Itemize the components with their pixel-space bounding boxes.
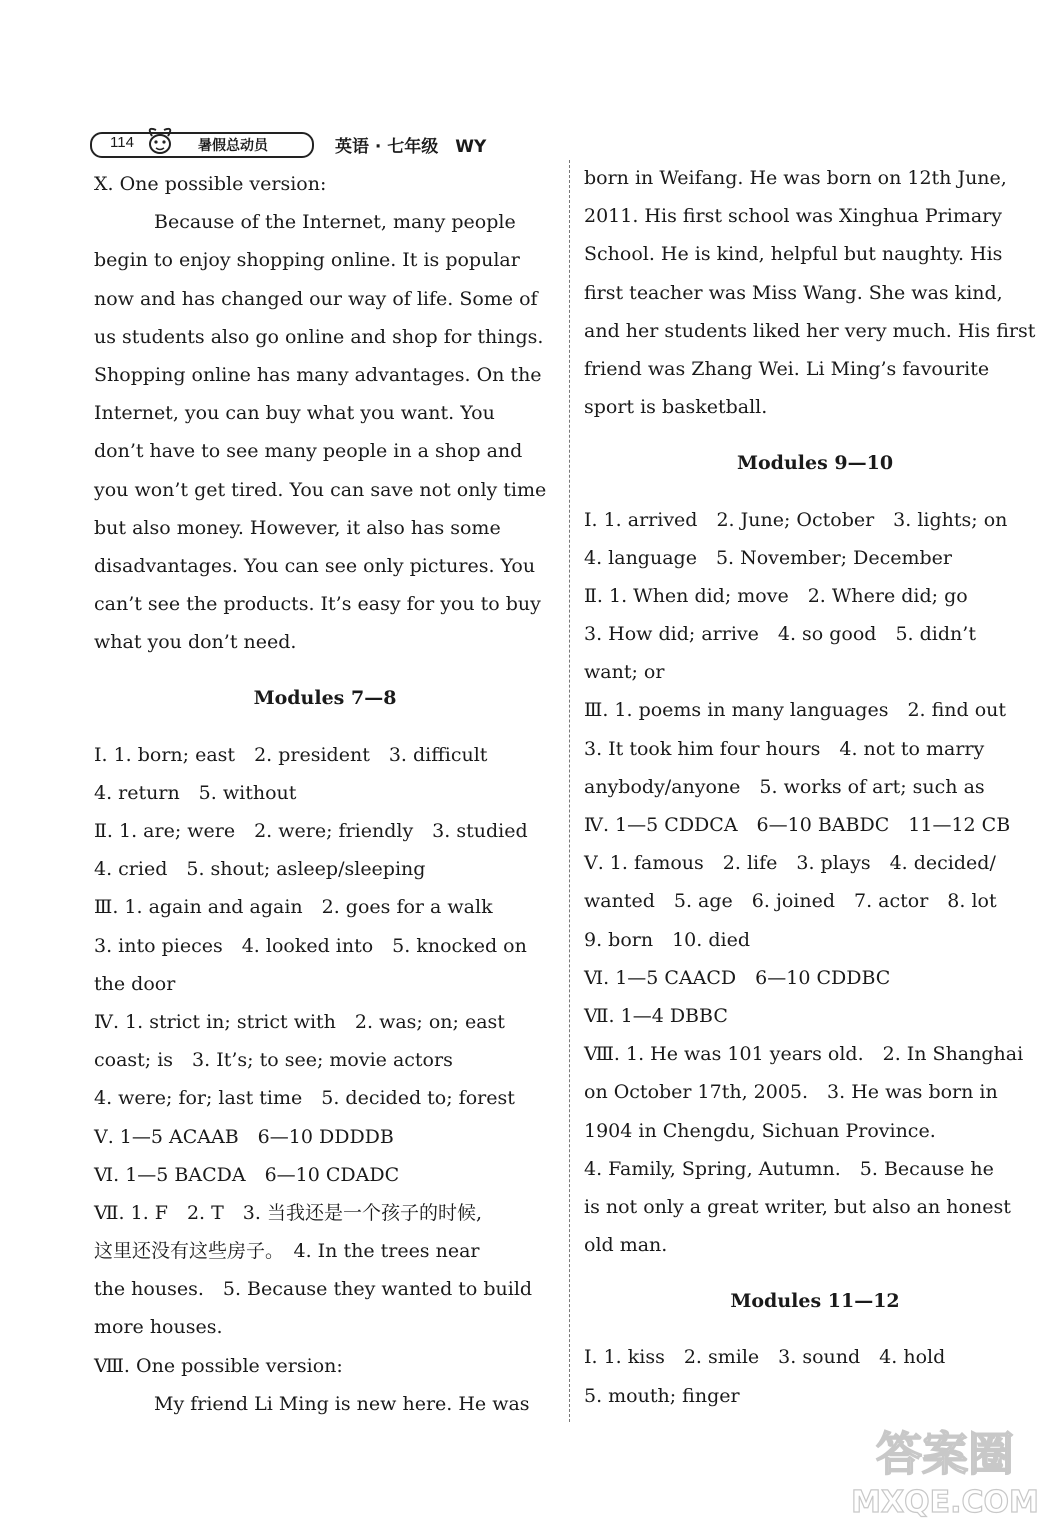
answer-line: 5. mouth; finger: [584, 1384, 740, 1407]
answer-line: Ⅰ. 1. arrived 2. June; October 3. lights; on: [584, 508, 1008, 531]
section-label: Ⅹ. One possible version:: [94, 173, 327, 195]
text-line: School. He is kind, helpful but naughty. His: [584, 243, 1003, 266]
answer-line: on October 17th, 2005. 3. He was born in: [584, 1081, 998, 1104]
text-line: but also money. However, it also has some: [94, 516, 501, 539]
answer-line: Ⅳ. 1—5 CDDCA 6—10 BABDC 11—12 CB: [584, 814, 1011, 836]
section-heading: Modules 7—8: [253, 687, 397, 710]
answer-line: 3. How did; arrive 4. so good 5. didn’t: [584, 623, 976, 646]
page-number: 114: [110, 134, 134, 151]
spacer: [584, 426, 1046, 444]
section-label: Ⅷ. One possible version:: [94, 1354, 343, 1377]
text-line: Because of the Internet, many people: [154, 211, 516, 234]
answer-line: Ⅲ. 1. again and again 2. goes for a walk: [94, 896, 493, 919]
subject-title: 英语 · 七年级 WY: [335, 137, 487, 157]
answer-line: the door: [94, 972, 176, 995]
series-title: 暑假总动员: [198, 138, 268, 154]
text-line: Internet, you can buy what you want. You: [94, 402, 495, 425]
text-line: us students also go online and shop for things.: [94, 325, 544, 348]
text-line: 2011. His first school was Xinghua Primary: [584, 205, 1002, 228]
answer-line: Ⅶ. 1. F 2. T 3. 当我还是一个孩子的时候,: [94, 1201, 482, 1224]
answer-line: the houses. 5. Because they wanted to build: [94, 1278, 533, 1301]
answer-line: Ⅴ. 1. famous 2. life 3. plays 4. decided/: [584, 852, 996, 875]
text-line: what you don’t need.: [94, 631, 297, 654]
answer-line: more houses.: [94, 1316, 223, 1339]
answer-line: 4. Family, Spring, Autumn. 5. Because he: [584, 1157, 994, 1180]
section-heading: Modules 11—12: [730, 1290, 900, 1313]
section-heading: Modules 9—10: [736, 452, 894, 475]
text-line: friend was Zhang Wei. Li Ming’s favourite: [584, 357, 990, 380]
answer-line: wanted 5. age 6. joined 7. actor 8. lot: [584, 890, 997, 913]
answer-line: Ⅵ. 1—5 BACDA 6—10 CDADC: [94, 1163, 400, 1186]
answer-line: 4. return 5. without: [94, 781, 297, 804]
text-line: and her students liked her very much. His first: [584, 319, 1036, 342]
watermark-url: MXQE.COM: [851, 1485, 1039, 1520]
column-divider: [569, 160, 570, 1422]
left-column: [94, 165, 556, 1423]
answer-line: anybody/anyone 5. works of art; such as: [584, 775, 985, 798]
text-line: begin to enjoy shopping online. It is popular: [94, 249, 520, 272]
answer-line: Ⅴ. 1—5 ACAAB 6—10 DDDDB: [94, 1125, 394, 1148]
spacer: [584, 1264, 1046, 1282]
answer-line: Ⅰ. 1. kiss 2. smile 3. sound 4. hold: [584, 1346, 946, 1369]
text-line: Shopping online has many advantages. On the: [94, 363, 542, 386]
watermark-text: 答案圈: [876, 1427, 1014, 1481]
text-line: you won’t get tired. You can save not only time: [94, 478, 547, 501]
answer-line: Ⅱ. 1. are; were 2. were; friendly 3. studied: [94, 820, 528, 842]
text-line: can’t see the products. It’s easy for you to buy: [94, 593, 541, 616]
watermark-logo: [850, 1412, 1040, 1522]
answer-line: Ⅲ. 1. poems in many languages 2. find out: [584, 699, 1007, 722]
mascot-icon: [142, 122, 178, 158]
answer-line: 这里还没有这些房子。 4. In the trees near: [94, 1240, 480, 1263]
spacer: [584, 1320, 1046, 1338]
answer-line: Ⅱ. 1. When did; move 2. Where did; go: [584, 584, 968, 607]
spacer: [584, 483, 1046, 501]
answer-line: want; or: [584, 661, 665, 684]
text-line: sport is basketball.: [584, 396, 768, 419]
answer-line: 9. born 10. died: [584, 928, 750, 951]
text-line: first teacher was Miss Wang. She was kind,: [584, 281, 1003, 304]
spacer: [94, 661, 556, 679]
answer-line: 4. cried 5. shout; asleep/sleeping: [94, 858, 426, 881]
text-line: don’t have to see many people in a shop and: [94, 440, 523, 463]
answer-line: 3. It took him four hours 4. not to marry: [584, 737, 985, 760]
text-line: born in Weifang. He was born on 12th June,: [584, 167, 1007, 189]
answer-line: 1904 in Chengdu, Sichuan Province.: [584, 1119, 936, 1142]
answer-line: 4. language 5. November; December: [584, 546, 952, 569]
answer-line: 4. were; for; last time 5. decided to; forest: [94, 1087, 515, 1110]
answer-line: Ⅰ. 1. born; east 2. president 3. difficult: [94, 743, 488, 766]
text-line: My friend Li Ming is new here. He was: [154, 1392, 530, 1415]
text-line: now and has changed our way of life. Some of: [94, 287, 538, 310]
page-header: [90, 128, 560, 160]
right-column: [584, 159, 1046, 1415]
answer-line: 3. into pieces 4. looked into 5. knocked on: [94, 934, 527, 957]
answer-line: coast; is 3. It’s; to see; movie actors: [94, 1049, 453, 1072]
answer-line: is not only a great writer, but also an honest: [584, 1195, 1011, 1218]
spacer: [94, 718, 556, 736]
answer-line: Ⅶ. 1—4 DBBC: [584, 1004, 728, 1027]
answer-line: Ⅵ. 1—5 CAACD 6—10 CDDBC: [584, 966, 891, 989]
answer-line: Ⅳ. 1. strict in; strict with 2. was; on; east: [94, 1010, 505, 1033]
text-line: disadvantages. You can see only pictures. You: [94, 554, 536, 577]
answer-line: old man.: [584, 1234, 668, 1257]
answer-line: Ⅷ. 1. He was 101 years old. 2. In Shanghai: [584, 1043, 1024, 1066]
